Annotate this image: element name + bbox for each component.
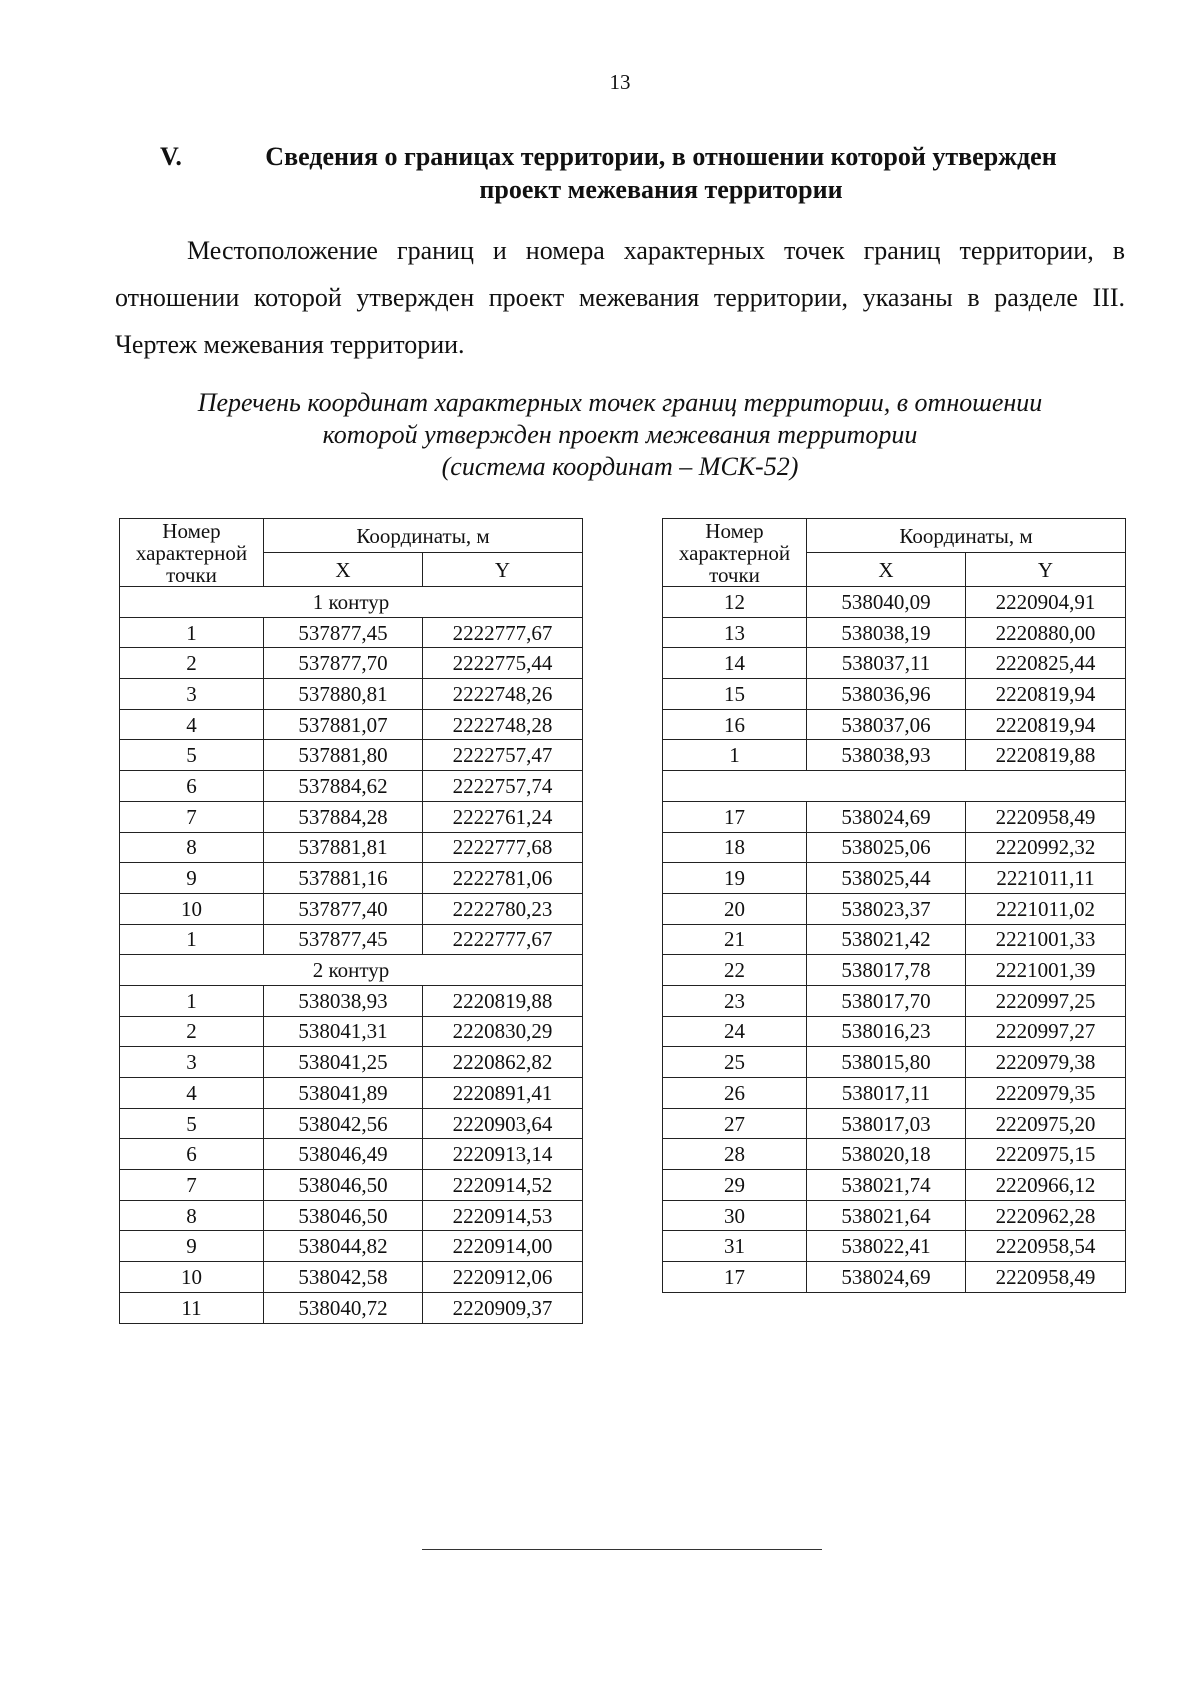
table-row (120, 893, 583, 924)
table-header (663, 519, 1126, 587)
y-coordinate-cell: 2220992,32 (966, 832, 1126, 863)
point-number-cell: 21 (663, 924, 807, 955)
coordinates-table-left (119, 518, 583, 1324)
y-coordinate-cell: 2220979,35 (966, 1078, 1126, 1109)
point-number-cell: 27 (663, 1108, 807, 1139)
table-row (663, 1047, 1126, 1078)
table-row (663, 1200, 1126, 1231)
x-coordinate-cell: 538021,42 (807, 924, 966, 955)
x-coordinate-cell: 538037,11 (807, 648, 966, 679)
table-row (663, 1016, 1126, 1047)
header-coordinates: Координаты, м (264, 519, 583, 553)
x-coordinate-cell: 538024,69 (807, 801, 966, 832)
x-coordinate-cell: 538038,93 (264, 985, 423, 1016)
y-coordinate-cell: 2220862,82 (423, 1047, 583, 1078)
header-point-line-3: точки (166, 562, 217, 587)
x-coordinate-cell: 538046,50 (264, 1170, 423, 1201)
table-row (120, 1108, 583, 1139)
x-coordinate-cell: 538020,18 (807, 1139, 966, 1170)
x-coordinate-cell: 538046,49 (264, 1139, 423, 1170)
point-number-cell: 14 (663, 648, 807, 679)
y-coordinate-cell: 2220979,38 (966, 1047, 1126, 1078)
point-number-cell: 25 (663, 1047, 807, 1078)
table-row (663, 587, 1126, 618)
table-caption (115, 387, 1125, 483)
header-y: Y (966, 553, 1126, 587)
header-point-line-3: точки (709, 562, 760, 587)
caption-line-2: которой утвержден проект межевания территории (322, 420, 918, 449)
y-coordinate-cell: 2220825,44 (966, 648, 1126, 679)
x-coordinate-cell: 537880,81 (264, 679, 423, 710)
y-coordinate-cell: 2220958,54 (966, 1231, 1126, 1262)
point-number-cell: 30 (663, 1200, 807, 1231)
table-row (120, 740, 583, 771)
table-row (120, 1047, 583, 1078)
table-row (120, 832, 583, 863)
x-coordinate-cell: 538016,23 (807, 1016, 966, 1047)
table-row (120, 924, 583, 955)
point-number-cell: 6 (120, 771, 264, 802)
table-row (663, 985, 1126, 1016)
x-coordinate-cell: 538041,31 (264, 1016, 423, 1047)
x-coordinate-cell: 538040,09 (807, 587, 966, 618)
x-coordinate-cell: 538041,89 (264, 1078, 423, 1109)
table-body (663, 587, 1126, 1293)
table-row (120, 1016, 583, 1047)
point-number-cell: 16 (663, 709, 807, 740)
table-row (120, 1139, 583, 1170)
point-number-cell: 18 (663, 832, 807, 863)
table-row (663, 1231, 1126, 1262)
table-row (663, 955, 1126, 986)
y-coordinate-cell: 2220913,14 (423, 1139, 583, 1170)
y-coordinate-cell: 2220880,00 (966, 617, 1126, 648)
point-number-cell: 31 (663, 1231, 807, 1262)
point-number-cell: 7 (120, 1170, 264, 1201)
caption-line-3: (система координат – МСК-52) (441, 452, 799, 481)
point-number-cell: 1 (663, 740, 807, 771)
x-coordinate-cell: 538017,78 (807, 955, 966, 986)
x-coordinate-cell: 538046,50 (264, 1200, 423, 1231)
table-row (663, 1170, 1126, 1201)
point-number-cell: 26 (663, 1078, 807, 1109)
x-coordinate-cell: 537877,45 (264, 617, 423, 648)
table-row (663, 801, 1126, 832)
x-coordinate-cell: 537877,40 (264, 893, 423, 924)
x-coordinate-cell: 538041,25 (264, 1047, 423, 1078)
contour-row (663, 771, 1126, 802)
x-coordinate-cell: 537881,07 (264, 709, 423, 740)
table-row (120, 617, 583, 648)
y-coordinate-cell: 2220891,41 (423, 1078, 583, 1109)
y-coordinate-cell: 2222777,67 (423, 924, 583, 955)
header-point-number (120, 519, 264, 587)
table-row (120, 709, 583, 740)
table-row (663, 1078, 1126, 1109)
x-coordinate-cell: 538038,93 (807, 740, 966, 771)
point-number-cell: 9 (120, 1231, 264, 1262)
x-coordinate-cell: 537877,70 (264, 648, 423, 679)
table-header (120, 519, 583, 587)
contour-row (120, 587, 583, 618)
table-row (120, 1262, 583, 1293)
x-coordinate-cell: 538037,06 (807, 709, 966, 740)
y-coordinate-cell: 2222781,06 (423, 863, 583, 894)
y-coordinate-cell: 2221001,39 (966, 955, 1126, 986)
table-row (120, 1078, 583, 1109)
point-number-cell: 1 (120, 924, 264, 955)
table-row (120, 648, 583, 679)
y-coordinate-cell: 2220914,00 (423, 1231, 583, 1262)
x-coordinate-cell: 538025,44 (807, 863, 966, 894)
y-coordinate-cell: 2220904,91 (966, 587, 1126, 618)
header-y: Y (423, 553, 583, 587)
table-row (663, 1139, 1126, 1170)
y-coordinate-cell: 2220975,15 (966, 1139, 1126, 1170)
y-coordinate-cell: 2222761,24 (423, 801, 583, 832)
section-number: V. (160, 142, 182, 171)
y-coordinate-cell: 2220830,29 (423, 1016, 583, 1047)
y-coordinate-cell: 2221011,02 (966, 893, 1126, 924)
x-coordinate-cell: 538017,70 (807, 985, 966, 1016)
table-body (120, 587, 583, 1324)
x-coordinate-cell: 538017,11 (807, 1078, 966, 1109)
x-coordinate-cell: 538042,58 (264, 1262, 423, 1293)
y-coordinate-cell: 2221011,11 (966, 863, 1126, 894)
page-number: 13 (609, 70, 631, 94)
table-row (663, 863, 1126, 894)
header-point-number (663, 519, 807, 587)
table-row (663, 709, 1126, 740)
section-title: Сведения о границах территории, в отношении которой утвержден проект межевания территории (265, 142, 1057, 204)
y-coordinate-cell: 2220997,25 (966, 985, 1126, 1016)
y-coordinate-cell: 2222748,28 (423, 709, 583, 740)
y-coordinate-cell: 2220997,27 (966, 1016, 1126, 1047)
x-coordinate-cell: 538040,72 (264, 1292, 423, 1323)
header-x: X (807, 553, 966, 587)
y-coordinate-cell: 2220914,53 (423, 1200, 583, 1231)
header-point-line-2: характерной (135, 540, 248, 565)
y-coordinate-cell: 2220958,49 (966, 1262, 1126, 1293)
x-coordinate-cell: 537881,16 (264, 863, 423, 894)
x-coordinate-cell: 537884,62 (264, 771, 423, 802)
table-row (663, 1262, 1126, 1293)
point-number-cell: 4 (120, 1078, 264, 1109)
point-number-cell: 1 (120, 985, 264, 1016)
intro-paragraph (115, 227, 1125, 368)
x-coordinate-cell: 537881,80 (264, 740, 423, 771)
y-coordinate-cell: 2222757,74 (423, 771, 583, 802)
point-number-cell: 8 (120, 832, 264, 863)
point-number-cell: 22 (663, 955, 807, 986)
contour-row (120, 955, 583, 986)
coordinates-table-right (662, 518, 1126, 1293)
table-row (120, 679, 583, 710)
point-number-cell: 11 (120, 1292, 264, 1323)
point-number-cell: 28 (663, 1139, 807, 1170)
y-coordinate-cell: 2222748,26 (423, 679, 583, 710)
header-coordinates: Координаты, м (807, 519, 1126, 553)
table-row (120, 771, 583, 802)
table-row (663, 679, 1126, 710)
point-number-cell: 2 (120, 648, 264, 679)
x-coordinate-cell: 538024,69 (807, 1262, 966, 1293)
table-row (663, 1108, 1126, 1139)
x-coordinate-cell: 538038,19 (807, 617, 966, 648)
table-row (120, 1292, 583, 1323)
x-coordinate-cell: 537877,45 (264, 924, 423, 955)
table-row (120, 1200, 583, 1231)
footer-divider (422, 1549, 822, 1550)
table-row (663, 924, 1126, 955)
contour-label (663, 771, 1126, 802)
table-row (663, 832, 1126, 863)
table-row (663, 617, 1126, 648)
point-number-cell: 3 (120, 679, 264, 710)
contour-label: 1 контур (120, 587, 583, 618)
point-number-cell: 12 (663, 587, 807, 618)
x-coordinate-cell: 537884,28 (264, 801, 423, 832)
table-row (120, 985, 583, 1016)
point-number-cell: 7 (120, 801, 264, 832)
y-coordinate-cell: 2220903,64 (423, 1108, 583, 1139)
x-coordinate-cell: 538036,96 (807, 679, 966, 710)
y-coordinate-cell: 2220819,88 (423, 985, 583, 1016)
y-coordinate-cell: 2220914,52 (423, 1170, 583, 1201)
point-number-cell: 24 (663, 1016, 807, 1047)
y-coordinate-cell: 2220975,20 (966, 1108, 1126, 1139)
point-number-cell: 20 (663, 893, 807, 924)
table-row (120, 1231, 583, 1262)
header-point-line-2: характерной (678, 540, 791, 565)
point-number-cell: 8 (120, 1200, 264, 1231)
header-x: X (264, 553, 423, 587)
point-number-cell: 5 (120, 740, 264, 771)
y-coordinate-cell: 2220962,28 (966, 1200, 1126, 1231)
table-row (663, 648, 1126, 679)
x-coordinate-cell: 538023,37 (807, 893, 966, 924)
point-number-cell: 6 (120, 1139, 264, 1170)
x-coordinate-cell: 538017,03 (807, 1108, 966, 1139)
point-number-cell: 29 (663, 1170, 807, 1201)
table-row (120, 1170, 583, 1201)
y-coordinate-cell: 2222777,67 (423, 617, 583, 648)
y-coordinate-cell: 2222777,68 (423, 832, 583, 863)
intro-text: Местоположение границ и номера характерных точек границ территории, в отношении которой утвержден проект межевания территории, указаны в разделе III. Чертеж межевания территории. (115, 236, 1125, 359)
table-row (663, 893, 1126, 924)
y-coordinate-cell: 2220819,88 (966, 740, 1126, 771)
point-number-cell: 3 (120, 1047, 264, 1078)
y-coordinate-cell: 2221001,33 (966, 924, 1126, 955)
point-number-cell: 17 (663, 1262, 807, 1293)
x-coordinate-cell: 538044,82 (264, 1231, 423, 1262)
x-coordinate-cell: 538015,80 (807, 1047, 966, 1078)
x-coordinate-cell: 538021,64 (807, 1200, 966, 1231)
y-coordinate-cell: 2220909,37 (423, 1292, 583, 1323)
x-coordinate-cell: 538042,56 (264, 1108, 423, 1139)
section-heading (160, 140, 1100, 206)
y-coordinate-cell: 2220819,94 (966, 679, 1126, 710)
contour-label: 2 контур (120, 955, 583, 986)
y-coordinate-cell: 2220958,49 (966, 801, 1126, 832)
point-number-cell: 2 (120, 1016, 264, 1047)
point-number-cell: 10 (120, 893, 264, 924)
header-point-line-1: Номер (705, 518, 764, 543)
point-number-cell: 15 (663, 679, 807, 710)
point-number-cell: 17 (663, 801, 807, 832)
x-coordinate-cell: 538025,06 (807, 832, 966, 863)
y-coordinate-cell: 2220819,94 (966, 709, 1126, 740)
table-row (120, 801, 583, 832)
point-number-cell: 4 (120, 709, 264, 740)
header-point-line-1: Номер (162, 518, 221, 543)
y-coordinate-cell: 2222757,47 (423, 740, 583, 771)
point-number-cell: 19 (663, 863, 807, 894)
y-coordinate-cell: 2222775,44 (423, 648, 583, 679)
x-coordinate-cell: 538022,41 (807, 1231, 966, 1262)
point-number-cell: 23 (663, 985, 807, 1016)
y-coordinate-cell: 2222780,23 (423, 893, 583, 924)
y-coordinate-cell: 2220912,06 (423, 1262, 583, 1293)
caption-line-1: Перечень координат характерных точек границ территории, в отношении (197, 388, 1043, 417)
x-coordinate-cell: 537881,81 (264, 832, 423, 863)
point-number-cell: 9 (120, 863, 264, 894)
point-number-cell: 5 (120, 1108, 264, 1139)
table-row (120, 863, 583, 894)
point-number-cell: 1 (120, 617, 264, 648)
y-coordinate-cell: 2220966,12 (966, 1170, 1126, 1201)
x-coordinate-cell: 538021,74 (807, 1170, 966, 1201)
point-number-cell: 13 (663, 617, 807, 648)
point-number-cell: 10 (120, 1262, 264, 1293)
table-row (663, 740, 1126, 771)
